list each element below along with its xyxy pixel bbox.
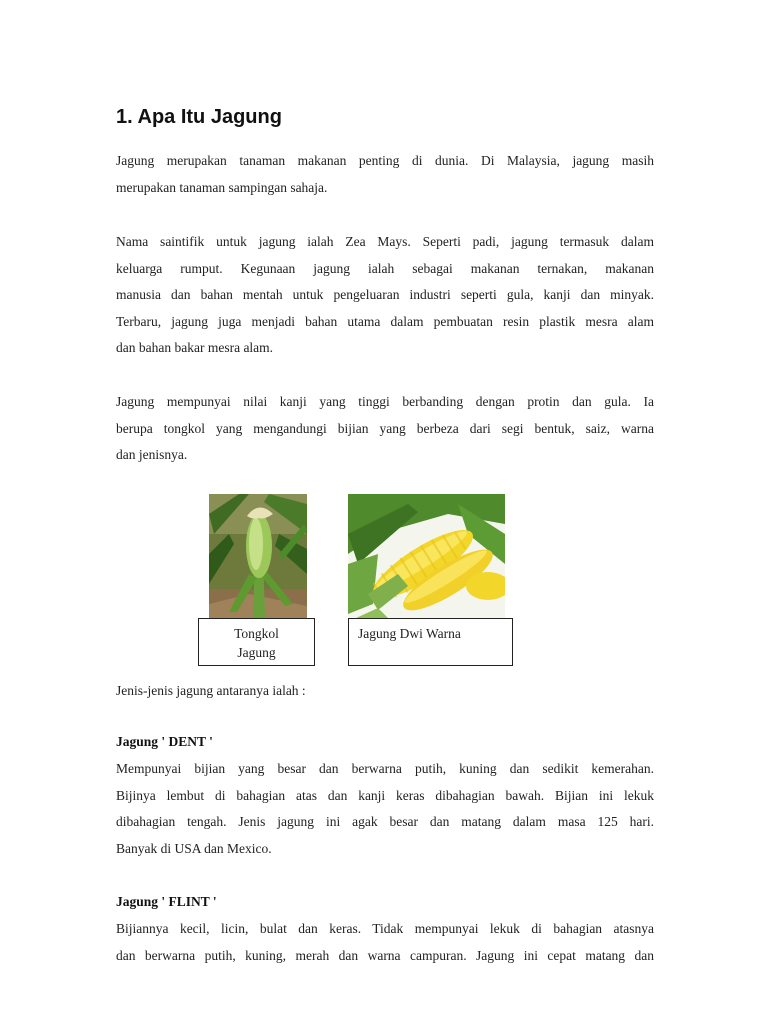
caption-tongkol-jagung: [198, 618, 315, 666]
paragraph-line: Jagung mempunyai nilai kanji yang tinggi berbanding dengan protin dan gula. Ia: [116, 394, 654, 409]
caption-jagung-dwi-warna: [348, 618, 513, 666]
paragraph-line: Mempunyai bijian yang besar dan berwarna putih, kuning dan sedikit kemerahan.: [116, 761, 654, 776]
caption-line: Tongkol: [234, 626, 279, 641]
dent-title: Jagung ' DENT ': [116, 734, 213, 749]
caption-line: Jagung Dwi Warna: [358, 626, 461, 641]
paragraph-line: manusia dan bahan mentah untuk pengeluaran industri seperti gula, kanji dan minyak.: [116, 287, 654, 302]
paragraph-line: berupa tongkol yang mengandungi bijian yang berbeza dari segi bentuk, saiz, warna: [116, 420, 654, 436]
corn-stalk-photo: [209, 494, 307, 618]
paragraph-line: dan berwarna putih, kuning, merah dan warna campuran. Jagung ini cepat matang dan: [116, 947, 654, 963]
paragraph-line: Terbaru, jagung juga menjadi bahan utama dalam pembuatan resin plastik mesra alam: [116, 313, 654, 329]
paragraph-line: Jenis-jenis jagung antaranya ialah :: [116, 683, 306, 698]
paragraph-line: dibahagian tengah. Jenis jagung ini agak besar dan matang dalam masa 125 hari.: [116, 814, 654, 829]
yellow-corn-photo: [348, 494, 505, 618]
paragraph-scientific-name: [116, 229, 654, 362]
paragraph-line: Jagung merupakan tanaman makanan penting di dunia. Di Malaysia, jagung masih: [116, 153, 654, 168]
paragraph-intro: [116, 148, 654, 201]
dent-description: [116, 756, 654, 862]
caption-line: Jagung: [237, 645, 276, 660]
types-intro: [116, 678, 654, 705]
paragraph-line: Banyak di USA dan Mexico.: [116, 840, 272, 856]
flint-title: Jagung ' FLINT ': [116, 894, 217, 909]
paragraph-line: Nama saintifik untuk jagung ialah Zea Mays. Seperti padi, jagung termasuk dalam: [116, 234, 654, 249]
paragraph-starch: [116, 389, 654, 469]
paragraph-line: dan bahan bakar mesra alam.: [116, 340, 274, 355]
paragraph-line: dan jenisnya.: [116, 447, 188, 462]
paragraph-line: Bijiannya kecil, licin, bulat dan keras. Tidak mempunyai lekuk di bahagian atasnya: [116, 921, 654, 936]
flint-description: [116, 916, 654, 969]
paragraph-line: Bijinya lembut di bahagian atas dan kanji keras dibahagian bawah. Bijian ini lekuk: [116, 787, 654, 803]
paragraph-line: merupakan tanaman sampingan sahaja.: [116, 179, 328, 195]
section-title: 1. Apa Itu Jagung: [116, 106, 282, 128]
paragraph-line: keluarga rumput. Kegunaan jagung ialah sebagai makanan ternakan, makanan: [116, 260, 654, 276]
